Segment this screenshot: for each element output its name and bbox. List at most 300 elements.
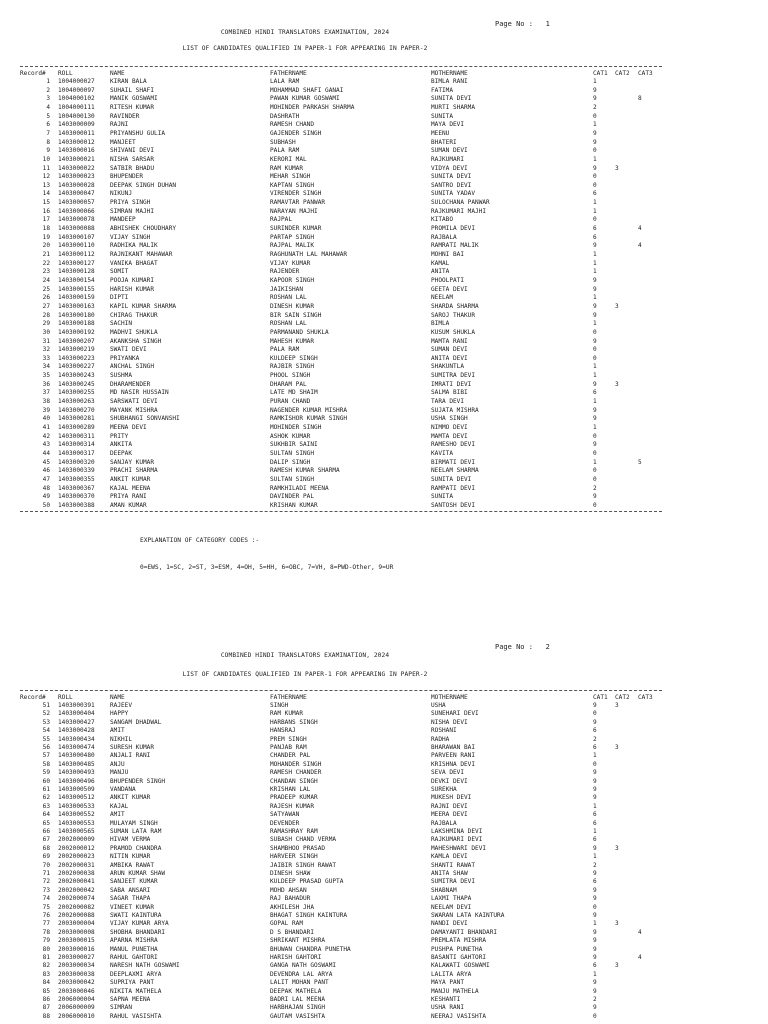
candidate-name: SANJAY KUMAR — [110, 458, 155, 466]
father-name: SURINDER KUMAR — [270, 225, 322, 233]
father-name: RAMASHRAY RAM — [270, 828, 318, 835]
mother-name: SUMITRA DEVI — [431, 878, 476, 886]
mother-name: BIRMATI DEVI — [431, 458, 476, 466]
record-number: 9 — [46, 147, 50, 155]
mother-name: SUNITA YADAV — [431, 190, 476, 198]
roll-number: 1403000188 — [58, 320, 95, 328]
record-number: 38 — [42, 398, 50, 406]
record-number: 14 — [42, 190, 50, 198]
roll-number: 1403000088 — [58, 225, 95, 233]
record-number: 83 — [42, 970, 50, 978]
top-rule — [20, 66, 662, 67]
roll-number: 1403000388 — [58, 501, 95, 509]
mother-name: SHANTI RAWAT — [431, 861, 476, 869]
header-roll: ROLL — [58, 70, 73, 77]
header-mothername: MOTHERNAME — [431, 694, 468, 701]
candidate-name: SATBIR BHADU — [110, 164, 155, 172]
roll-number: 1403000243 — [58, 372, 95, 380]
candidate-name: NISHA SARSAR — [110, 155, 155, 163]
candidate-name: MULAYAM SINGH — [110, 819, 158, 827]
record-number: 88 — [42, 1012, 50, 1020]
category-1: 9 — [593, 702, 597, 709]
mother-name: KAMLA DEVI — [431, 853, 468, 861]
category-1: 9 — [593, 987, 597, 995]
father-name: AKHILESH JHA — [270, 903, 315, 911]
record-number: 52 — [42, 710, 50, 718]
mother-name: SUMAN DEVI — [431, 346, 468, 354]
record-number: 19 — [42, 233, 50, 241]
candidate-name: NITIN KUMAR — [110, 853, 151, 861]
candidate-name: NIKITA MATHELA — [110, 987, 162, 995]
record-number: 72 — [42, 878, 50, 886]
mother-name: SUNITA DEVI — [431, 95, 472, 103]
record-number: 6 — [46, 121, 50, 129]
roll-number: 1004000102 — [58, 95, 95, 103]
candidate-name: CHIRAG THAKUR — [110, 311, 158, 319]
mother-name: SUNITA — [431, 112, 454, 120]
mother-name: DEVKI DEVI — [431, 777, 468, 785]
record-number: 1 — [46, 78, 50, 85]
category-1: 0 — [593, 1012, 597, 1020]
category-3: 5 — [638, 458, 642, 466]
category-1: 9 — [593, 311, 597, 319]
father-name: RAM KUMAR — [270, 164, 304, 172]
roll-number: 1403000270 — [58, 406, 95, 414]
candidate-name: DEEPAK — [110, 449, 133, 457]
record-number: 46 — [42, 467, 50, 475]
roll-number: 1403000474 — [58, 744, 95, 751]
roll-number: 1403000180 — [58, 311, 95, 319]
roll-number: 1403000047 — [58, 190, 95, 198]
category-1: 9 — [593, 337, 597, 345]
roll-number: 1403000207 — [58, 337, 95, 345]
candidate-name: PRITY — [110, 432, 129, 440]
category-1: 0 — [593, 449, 597, 457]
roll-number: 2003000008 — [58, 928, 95, 936]
roll-number: 2002000042 — [58, 886, 95, 894]
exam-title: COMBINED HINDI TRANSLATORS EXAMINATION, 2024 — [220, 29, 390, 36]
candidate-name: SUHAIL SHAFI — [110, 86, 155, 94]
category-1: 0 — [593, 216, 597, 224]
roll-number: 1403000057 — [58, 199, 95, 207]
record-number: 66 — [42, 828, 50, 835]
roll-number: 1403000219 — [58, 346, 95, 354]
roll-number: 1403000127 — [58, 259, 95, 267]
header-cat2: CAT2 — [615, 70, 630, 77]
roll-number: 2006000004 — [58, 996, 95, 1003]
roll-number: 2002000023 — [58, 853, 95, 861]
roll-number: 1403000012 — [58, 138, 95, 146]
roll-number: 1403000107 — [58, 233, 95, 241]
record-number: 54 — [42, 727, 50, 735]
roll-number: 1403000223 — [58, 354, 95, 362]
father-name: ROSHAN LAL — [270, 320, 307, 328]
roll-number: 2003000038 — [58, 970, 95, 978]
mother-name: MURTI SHARMA — [431, 104, 476, 111]
category-1: 9 — [593, 895, 597, 903]
roll-number: 1403000367 — [58, 484, 95, 492]
bottom-rule — [20, 511, 662, 512]
father-name: ROSHAN LAL — [270, 294, 307, 302]
record-number: 4 — [46, 104, 50, 111]
category-1: 2 — [593, 484, 597, 492]
category-1: 1 — [593, 458, 597, 466]
mother-name: USHA — [431, 702, 446, 709]
category-1: 6 — [593, 389, 597, 397]
father-name: RAJESH KUMAR — [270, 802, 315, 810]
mother-name: PREMLATA MISHRA — [431, 937, 487, 945]
father-name: HANSRAJ — [270, 727, 296, 735]
category-1: 0 — [593, 346, 597, 354]
category-1: 9 — [593, 277, 597, 284]
father-name: SHAMBHOO PRASAD — [270, 844, 326, 852]
record-number: 29 — [42, 320, 50, 328]
mother-name: SUMITRA DEVI — [431, 372, 476, 380]
record-number: 84 — [42, 979, 50, 987]
candidate-name: BHUPENDER SINGH — [110, 777, 166, 785]
mother-name: LAKSHMINA DEVI — [431, 828, 483, 835]
mother-name: RAMRATI MALIK — [431, 242, 479, 250]
roll-number: 1403000289 — [58, 424, 95, 431]
roll-number: 2003000034 — [58, 962, 95, 970]
category-1: 6 — [593, 962, 597, 970]
record-number: 31 — [42, 337, 50, 345]
roll-number: 1403000533 — [58, 802, 95, 810]
mother-name: USHA SINGH — [431, 415, 468, 423]
father-name: LALIT MOHAN PANT — [270, 979, 329, 987]
candidate-name: VIJAY KUMAR ARYA — [110, 920, 169, 928]
mother-name: PROMILA DEVI — [431, 225, 476, 233]
mother-name: SAROJ THAKUR — [431, 311, 476, 319]
roll-number: 1403000009 — [58, 121, 95, 129]
category-1: 2 — [593, 996, 597, 1003]
candidate-name: SARSWATI DEVI — [110, 398, 158, 406]
father-name: SATYAWAN — [270, 811, 300, 819]
roll-number: 2003000046 — [58, 987, 95, 995]
candidate-name: SANJEET KUMAR — [110, 878, 158, 886]
record-number: 15 — [42, 199, 50, 207]
record-number: 18 — [42, 225, 50, 233]
candidate-name: RAHUL VASISHTA — [110, 1012, 162, 1020]
mother-name: MAYA PANT — [431, 979, 465, 987]
roll-number: 1403000155 — [58, 285, 95, 293]
category-2: 3 — [615, 164, 619, 172]
category-1: 9 — [593, 406, 597, 414]
category-1: 9 — [593, 1004, 597, 1012]
father-name: NARAYAN MAJHI — [270, 207, 318, 215]
category-2: 3 — [615, 380, 619, 388]
father-name: DINESH SHAW — [270, 870, 311, 877]
father-name: DAVINDER PAL — [270, 493, 315, 501]
candidate-name: ARUN KUMAR SHAW — [110, 870, 166, 877]
record-number: 65 — [42, 819, 50, 827]
candidate-name: MANDEEP — [110, 216, 136, 224]
category-1: 9 — [593, 912, 597, 919]
header-cat3: CAT3 — [638, 694, 653, 701]
record-number: 44 — [42, 449, 50, 457]
mother-name: VIDYA DEVI — [431, 164, 468, 172]
roll-number: 1403000311 — [58, 432, 95, 440]
category-1: 9 — [593, 95, 597, 103]
father-name: KULDEEP PRASAD GUPTA — [270, 878, 344, 886]
candidate-name: PRIYANSHU GULIA — [110, 129, 166, 137]
candidate-name: DEEPAK SINGH DUHAN — [110, 181, 177, 189]
candidate-name: NARESH NATH GOSWAMI — [110, 962, 180, 970]
candidate-name: SUSHMA — [110, 372, 133, 380]
record-number: 34 — [42, 363, 50, 371]
record-number: 77 — [42, 920, 50, 928]
mother-name: PUSHPA PUNETHA — [431, 945, 483, 953]
mother-name: SULOCHANA PANWAR — [431, 199, 490, 207]
mother-name: USHA RANI — [431, 1004, 465, 1012]
record-number: 50 — [42, 501, 50, 509]
mother-name: TARA DEVI — [431, 398, 465, 406]
record-number: 82 — [42, 962, 50, 970]
record-number: 2 — [46, 86, 50, 94]
category-1: 6 — [593, 190, 597, 198]
mother-name: KAMAL — [431, 259, 450, 267]
candidate-name: MANUL PUNETHA — [110, 945, 158, 953]
candidate-name: MANJEET — [110, 138, 136, 146]
mother-name: MEENU — [431, 129, 450, 137]
mother-name: RADHA — [431, 735, 450, 743]
category-1: 2 — [593, 861, 597, 869]
category-1: 0 — [593, 173, 597, 181]
record-number: 51 — [42, 702, 50, 709]
candidate-name: VANDANA — [110, 786, 136, 793]
record-number: 87 — [42, 1004, 50, 1012]
candidate-name: RAJEEV — [110, 702, 133, 709]
category-1: 1 — [593, 828, 597, 835]
category-1: 0 — [593, 467, 597, 475]
father-name: PARMANAND SHUKLA — [270, 328, 329, 336]
candidate-name: MANJU — [110, 769, 129, 777]
mother-name: NEELAM SHARMA — [431, 467, 479, 475]
mother-name: KALAWATI GOSWAMI — [431, 962, 490, 970]
category-2: 3 — [615, 302, 619, 310]
candidate-name: AMBIKA RAWAT — [110, 861, 155, 869]
father-name: BHAGAT SINGH KAINTURA — [270, 912, 348, 919]
mother-name: RAJKUMARI MAJHI — [431, 207, 487, 215]
father-name: RAJPAL MALIK — [270, 242, 315, 250]
mother-name: NIMMO DEVI — [431, 424, 468, 431]
category-1: 1 — [593, 320, 597, 328]
roll-number: 1403000314 — [58, 441, 95, 449]
category-1: 1 — [593, 802, 597, 810]
candidate-name: RADHIKA MALIK — [110, 242, 158, 250]
category-1: 0 — [593, 147, 597, 155]
candidate-name: KAPIL KUMAR SHARMA — [110, 302, 177, 310]
category-1: 6 — [593, 225, 597, 233]
candidate-name: AMAN KUMAR — [110, 501, 147, 509]
category-1: 9 — [593, 285, 597, 293]
category-1: 2 — [593, 104, 597, 111]
explanation-title: EXPLANATION OF CATEGORY CODES :- — [140, 537, 260, 544]
roll-number: 1403000404 — [58, 710, 95, 718]
father-name: RAMAVTAR PANWAR — [270, 199, 326, 207]
roll-number: 2003000015 — [58, 937, 95, 945]
mother-name: RAMPATI DEVI — [431, 484, 476, 492]
father-name: D S BHANDARI — [270, 928, 315, 936]
roll-number: 1403000028 — [58, 181, 95, 189]
father-name: VIJAY KUMAR — [270, 259, 311, 267]
father-name: KRISHAN LAL — [270, 786, 311, 793]
candidate-name: SIMRAN — [110, 1004, 133, 1012]
candidate-name: APARNA MISHRA — [110, 937, 158, 945]
father-name: DEVENDER — [270, 819, 300, 827]
roll-number: 1403000370 — [58, 493, 95, 501]
mother-name: GEETA DEVI — [431, 285, 468, 293]
father-name: MOHINDER PARKASH SHARMA — [270, 104, 355, 111]
category-1: 1 — [593, 268, 597, 276]
mother-name: LAXMI THAPA — [431, 895, 472, 903]
father-name: PAWAN KUMAR GOSWAMI — [270, 95, 340, 103]
record-number: 21 — [42, 251, 50, 258]
record-number: 3 — [46, 95, 50, 103]
candidate-name: HAPPY — [110, 710, 129, 718]
record-number: 8 — [46, 138, 50, 146]
record-number: 13 — [42, 181, 50, 189]
roll-number: 1403000016 — [58, 147, 95, 155]
category-1: 0 — [593, 181, 597, 189]
category-1: 9 — [593, 302, 597, 310]
roll-number: 1403000281 — [58, 415, 95, 423]
roll-number: 1403000078 — [58, 216, 95, 224]
mother-name: RAJNI DEVI — [431, 802, 468, 810]
category-1: 9 — [593, 844, 597, 852]
candidate-name: RAVINDER — [110, 112, 140, 120]
father-name: KAPOOR SINGH — [270, 277, 315, 284]
mother-name: PHOOLPATI — [431, 277, 465, 284]
record-number: 68 — [42, 844, 50, 852]
candidate-name: KAJAL MEENA — [110, 484, 151, 492]
category-1: 2 — [593, 735, 597, 743]
candidate-name: HARISH KUMAR — [110, 285, 155, 293]
record-number: 78 — [42, 928, 50, 936]
category-1: 9 — [593, 937, 597, 945]
header-cat2: CAT2 — [615, 694, 630, 701]
candidate-name: MD NASIR HUSSAIN — [110, 389, 169, 397]
father-name: MAHESH KUMAR — [270, 337, 315, 345]
record-number: 25 — [42, 285, 50, 293]
record-number: 67 — [42, 836, 50, 844]
candidate-name: VANIKA BHAGAT — [110, 259, 158, 267]
father-name: RAMESH CHAND — [270, 121, 315, 129]
candidate-name: SAGAR THAPA — [110, 895, 151, 903]
category-2: 3 — [615, 962, 619, 970]
record-number: 63 — [42, 802, 50, 810]
father-name: JAIKISHAN — [270, 285, 304, 293]
candidate-name: ANKIT KUMAR — [110, 794, 151, 802]
category-1: 0 — [593, 903, 597, 911]
candidate-name: HIVAM VERMA — [110, 836, 151, 844]
candidate-name: KAJAL — [110, 802, 129, 810]
category-1: 6 — [593, 878, 597, 886]
roll-number: 1403000339 — [58, 467, 95, 475]
candidate-name: SHIVANI DEVI — [110, 147, 155, 155]
category-1: 9 — [593, 441, 597, 449]
category-1: 1 — [593, 424, 597, 431]
mother-name: ANITA — [431, 268, 450, 276]
father-name: KULDEEP SINGH — [270, 354, 318, 362]
record-number: 11 — [42, 164, 50, 172]
mother-name: NEERAJ VASISHTA — [431, 1012, 487, 1020]
category-1: 1 — [593, 78, 597, 85]
mother-name: BHATERI — [431, 138, 457, 146]
header-cat1: CAT1 — [593, 70, 608, 77]
category-1: 1 — [593, 251, 597, 258]
header-name: NAME — [110, 694, 125, 701]
mother-name: SWARAN LATA KAINTURA — [431, 912, 505, 919]
category-1: 0 — [593, 354, 597, 362]
candidate-name: DHARAMENDER — [110, 380, 151, 388]
roll-number: 1403000227 — [58, 363, 95, 371]
record-number: 64 — [42, 811, 50, 819]
roll-number: 1403000485 — [58, 760, 95, 768]
father-name: RAMESH CHANDER — [270, 769, 322, 777]
roll-number: 2003000042 — [58, 979, 95, 987]
candidate-name: BHUPENDER — [110, 173, 144, 181]
roll-number: 2006000010 — [58, 1012, 95, 1020]
candidate-name: SHOBHA BHANDARI — [110, 928, 166, 936]
category-1: 9 — [593, 138, 597, 146]
record-number: 24 — [42, 277, 50, 284]
record-number: 27 — [42, 302, 50, 310]
candidate-name: ANCHAL SINGH — [110, 363, 155, 371]
record-number: 39 — [42, 406, 50, 414]
roll-number: 1403000112 — [58, 251, 95, 258]
candidate-name: PRIYA SINGH — [110, 199, 151, 207]
father-name: RAM KUMAR — [270, 710, 304, 718]
roll-number: 2006000009 — [58, 1004, 95, 1012]
father-name: BIR SAIN SINGH — [270, 311, 322, 319]
father-name: SINGH — [270, 702, 289, 709]
father-name: KAPTAN SINGH — [270, 181, 315, 189]
father-name: HARBANS SINGH — [270, 718, 318, 726]
candidate-name: VIJAY SINGH — [110, 233, 151, 241]
candidate-name: SHUBHANGI SONVANSHI — [110, 415, 180, 423]
roll-number: 2002000031 — [58, 861, 95, 869]
father-name: RAMESH KUMAR SHARMA — [270, 467, 340, 475]
mother-name: MEERA DEVI — [431, 811, 468, 819]
father-name: MOHD AHSAN — [270, 886, 307, 894]
record-number: 37 — [42, 389, 50, 397]
father-name: BHUWAN CHANDRA PUNETHA — [270, 945, 351, 953]
record-number: 20 — [42, 242, 50, 250]
category-1: 9 — [593, 493, 597, 501]
roll-number: 2002000009 — [58, 836, 95, 844]
mother-name: PARVEEN RANI — [431, 752, 476, 760]
candidate-name: PRAMOD CHANDRA — [110, 844, 162, 852]
exam-title: COMBINED HINDI TRANSLATORS EXAMINATION, 2024 — [220, 652, 390, 659]
candidate-name: RITESH KUMAR — [110, 104, 155, 111]
category-1: 9 — [593, 769, 597, 777]
roll-number: 1403000023 — [58, 173, 95, 181]
father-name: SHRIKANT MISHRA — [270, 937, 326, 945]
category-1: 1 — [593, 970, 597, 978]
category-1: 0 — [593, 475, 597, 483]
roll-number: 1004000111 — [58, 104, 95, 111]
candidate-name: SANGAM DHADWAL — [110, 718, 162, 726]
father-name: RAMKHILADI MEENA — [270, 484, 329, 492]
category-1: 1 — [593, 199, 597, 207]
candidate-name: POOJA KUMARI — [110, 277, 155, 284]
roll-number: 1403000434 — [58, 735, 95, 743]
roll-number: 1403000021 — [58, 155, 95, 163]
mother-name: LALITA ARYA — [431, 970, 472, 978]
candidate-name: RAJNIKANT MAHAWAR — [110, 251, 173, 258]
candidate-name: SAPNA MEENA — [110, 996, 151, 1003]
